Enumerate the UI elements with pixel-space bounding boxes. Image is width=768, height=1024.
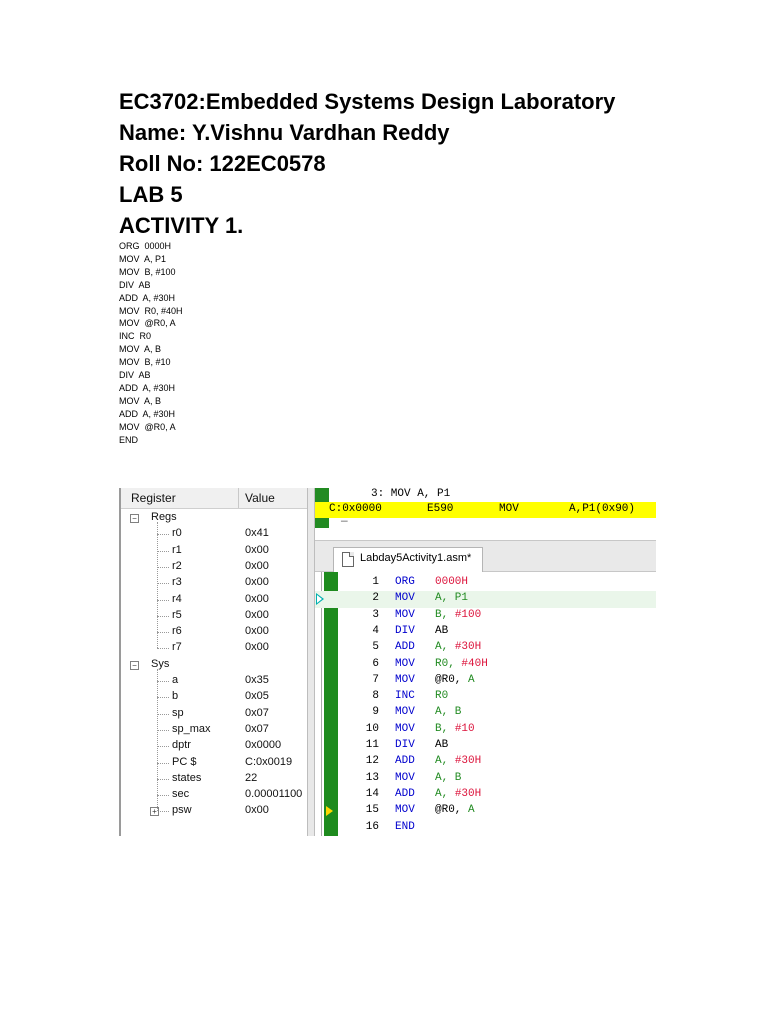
register-row[interactable] [121,526,309,542]
operand-token: A [468,673,475,686]
instruction-operands [435,576,468,588]
editor-tab-label: Labday5Activity1.asm* [360,552,472,564]
register-value: 0x00 [245,804,269,817]
course-title: EC3702:Embedded Systems Design Laboratory [119,89,616,114]
execution-arrow-icon [326,806,333,816]
register-row[interactable] [121,722,309,738]
code-line: ADD A, #30H [119,292,176,303]
operand-token: B, [435,722,455,735]
code-row[interactable] [315,820,656,836]
code-row[interactable] [315,624,656,640]
register-group-label: Sys [151,657,170,670]
operand-token: A, P1 [435,592,469,605]
disassembly-source-line: 3: MOV A, P1 [371,488,451,500]
register-name: r0 [172,527,182,540]
panel-splitter[interactable] [307,488,315,836]
instruction-keyword: ADD [395,755,415,768]
operand-token: A, [435,755,455,768]
register-panel [119,488,309,836]
register-group-row[interactable] [121,657,309,673]
instruction-keyword: MOV [395,592,415,605]
operand-token: A [468,804,475,817]
code-row[interactable] [315,722,656,738]
register-group-label: Regs [151,511,177,523]
code-line: END [119,434,139,445]
register-name: sp [172,706,184,719]
code-row[interactable] [315,591,656,607]
register-value: 0x35 [245,674,269,686]
register-name: a [172,674,179,686]
operand-token: #30H [454,641,482,654]
line-number: 13 [365,771,379,784]
register-name: sp_max [172,722,211,735]
register-value: 0x00 [245,625,269,638]
code-row[interactable] [315,689,656,705]
disassembly-current-row[interactable] [315,502,656,518]
register-value: 0x00 [245,543,269,556]
instruction-keyword: MOV [395,722,415,735]
register-group-row[interactable] [121,510,309,526]
register-row[interactable] [121,755,309,771]
operand-token: AB [435,624,449,637]
code-line: MOV @R0, A [119,421,176,432]
operand-token: A, [435,787,455,800]
register-value: 0x41 [245,527,269,540]
register-row[interactable] [121,543,309,559]
disassembly-mnemonic: MOV [499,503,519,515]
instruction-operands [435,772,461,784]
line-number: 14 [365,787,379,800]
register-row[interactable] [121,673,309,689]
register-row[interactable] [121,640,309,656]
code-line: ADD A, #30H [119,408,176,419]
operand-token: A, B [435,771,462,784]
code-line: DIV AB [119,370,151,381]
instruction-operands [435,723,475,735]
register-row[interactable] [121,706,309,722]
code-row[interactable] [315,754,656,770]
ide-screenshot [119,488,656,836]
instruction-operands [435,788,481,800]
register-column-header[interactable]: Register [131,491,176,505]
instruction-keyword: ORG [395,576,415,588]
instruction-keyword: DIV [395,739,415,751]
instruction-operands [435,609,481,621]
code-row[interactable] [315,640,656,656]
register-row[interactable] [121,803,309,819]
operand-token: B, [435,608,455,621]
code-line: ADD A, #30H [119,382,176,393]
register-value: 0x07 [245,722,269,735]
code-line: MOV B, #10 [119,357,171,368]
register-value: 0x00 [245,592,269,605]
instruction-keyword: MOV [395,657,415,670]
expand-collapse-icon[interactable]: − [130,514,139,523]
instruction-keyword: MOV [395,673,415,686]
code-line: MOV A, B [119,395,162,406]
code-listing [119,240,183,447]
disassembly-dash: — [341,516,348,528]
register-value: 0x00 [245,576,269,589]
line-number: 15 [365,804,379,817]
operand-token: AB [435,739,449,751]
code-line: MOV A, B [119,344,162,355]
register-name: r3 [172,576,182,589]
instruction-keyword: MOV [395,771,415,784]
register-name: dptr [172,739,191,752]
disassembly-opcode: E590 [427,503,454,515]
instruction-operands [435,804,475,816]
line-number: 3 [372,608,379,621]
current-line-arrow-icon [316,593,324,605]
line-number: 1 [372,576,379,588]
instruction-keyword: ADD [395,641,415,654]
register-name: b [172,690,179,703]
operand-token: A, [435,641,455,654]
register-value: 0x0000 [245,739,282,752]
code-row[interactable] [315,803,656,819]
code-line: MOV B, #100 [119,266,176,277]
line-number: 10 [365,722,379,735]
register-row[interactable] [121,624,309,640]
register-row[interactable] [121,771,309,787]
line-number: 4 [372,624,379,637]
register-name: r2 [172,559,182,572]
line-number: 6 [372,657,379,670]
line-number: 8 [372,690,379,703]
register-value: 22 [245,771,258,784]
operand-token: #10 [454,722,475,735]
file-icon [342,552,354,567]
code-row[interactable] [315,738,656,754]
register-row[interactable] [121,689,309,705]
editor-tab[interactable] [333,547,483,572]
code-line: MOV A, P1 [119,253,167,264]
code-row[interactable] [315,787,656,803]
register-row[interactable] [121,592,309,608]
instruction-keyword: DIV [395,624,415,637]
register-row[interactable] [121,787,309,803]
register-value: C:0x0019 [245,755,293,768]
register-value: 0x00 [245,559,269,572]
instruction-keyword: END [395,820,415,833]
operand-token: @R0, [435,673,469,686]
instruction-operands [435,755,481,767]
activity-title: ACTIVITY 1. [119,213,244,238]
register-value: 0x00 [245,641,269,654]
register-row[interactable] [121,559,309,575]
expand-collapse-icon[interactable]: − [130,661,139,670]
register-name: r4 [172,592,182,605]
instruction-keyword: MOV [395,608,415,621]
instruction-operands [435,641,481,653]
instruction-operands [435,690,448,702]
source-editor[interactable] [315,572,656,836]
register-value: 0x05 [245,690,269,703]
code-line: ORG 0000H [119,241,172,251]
register-name: r6 [172,625,182,638]
expand-collapse-icon[interactable]: + [150,807,159,816]
lab-number: LAB 5 [119,182,183,207]
register-value: 0x07 [245,706,269,719]
disassembly-address: C:0x0000 [329,503,382,515]
code-row[interactable] [315,771,656,787]
code-row[interactable] [315,608,656,624]
operand-token: #30H [454,787,482,800]
operand-token: #100 [454,608,482,621]
line-number: 7 [372,673,379,686]
instruction-operands [435,739,448,751]
instruction-operands [435,658,488,670]
operand-token: R0 [435,690,449,703]
instruction-keyword: ADD [395,787,415,800]
register-value: 0.00001100 [245,788,303,801]
operand-token: @R0, [435,804,469,817]
instruction-keyword: MOV [395,804,415,817]
operand-token: #30H [454,755,482,768]
register-row[interactable] [121,575,309,591]
instruction-operands [435,674,475,686]
code-line: MOV R0, #40H [119,305,183,316]
register-name: PC $ [172,755,197,768]
operand-token: R0, [435,657,462,670]
line-number: 11 [365,739,379,751]
roll-number: Roll No: 122EC0578 [119,151,326,176]
line-number: 2 [372,592,379,605]
operand-token: 0000H [435,576,469,588]
line-number: 16 [365,820,379,833]
register-name: psw [172,804,192,817]
register-name: sec [172,788,190,801]
register-row[interactable] [121,738,309,754]
code-row[interactable] [315,575,656,591]
instruction-operands [435,706,461,718]
register-name: r7 [172,641,182,654]
register-name: r1 [172,543,182,556]
code-row[interactable] [315,657,656,673]
register-value: 0x00 [245,608,269,621]
instruction-operands [435,592,468,604]
code-row[interactable] [315,705,656,721]
register-name: r5 [172,608,182,621]
student-name: Name: Y.Vishnu Vardhan Reddy [119,120,450,145]
operand-token: #40H [461,657,488,670]
instruction-operands [435,625,448,637]
line-number: 12 [365,755,379,768]
register-panel-header [121,488,309,509]
register-name: states [172,771,202,784]
code-line: DIV AB [119,279,151,290]
disassembly-window [315,488,656,528]
code-line: MOV @R0, A [119,318,176,329]
disassembly-operands: A,P1(0x90) [569,503,636,515]
register-row[interactable] [121,608,309,624]
value-column-header[interactable]: Value [245,491,275,505]
instruction-keyword: INC [395,690,415,703]
code-line: INC R0 [119,331,152,342]
code-row[interactable] [315,673,656,689]
instruction-keyword: MOV [395,706,415,719]
operand-token: A, B [435,706,462,719]
editor-tab-bar [315,540,656,572]
line-number: 9 [372,706,379,719]
line-number: 5 [372,641,379,654]
